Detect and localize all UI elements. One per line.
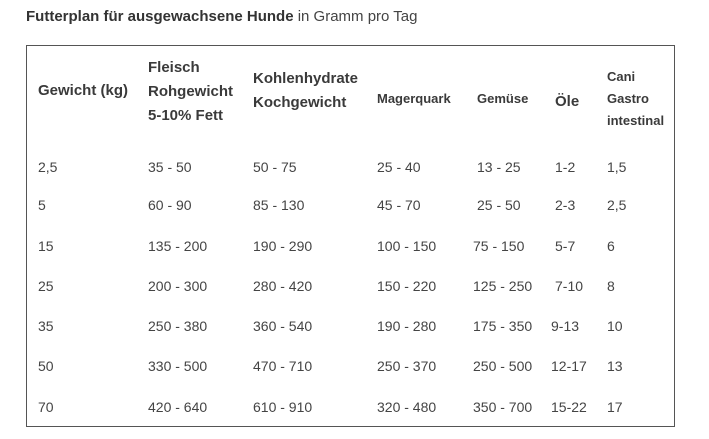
header-carbs xyxy=(253,67,358,115)
cell-oil: 15-22 xyxy=(551,399,587,415)
cell-veg: 175 - 350 xyxy=(473,318,533,334)
cell-cani: 17 xyxy=(607,399,623,415)
feeding-table xyxy=(26,45,675,427)
caption-unit: in Gramm pro Tag xyxy=(293,8,418,25)
header-meat-line3: 5-10% Fett xyxy=(148,107,224,124)
header-cani-line1: Cani xyxy=(607,69,636,84)
cell-carbs: 50 - 75 xyxy=(253,159,297,175)
cell-cani: 8 xyxy=(607,278,615,294)
table-caption xyxy=(26,8,417,25)
cell-cani: 13 xyxy=(607,358,623,374)
cell-weight: 5 xyxy=(38,197,46,213)
cell-veg: 75 - 150 xyxy=(473,238,525,254)
cell-carbs: 610 - 910 xyxy=(253,399,313,415)
cell-meat: 200 - 300 xyxy=(148,278,208,294)
cell-meat: 60 - 90 xyxy=(148,197,192,213)
header-carbs-line1: Kohlenhydrate xyxy=(253,70,359,87)
header-veg: Gemüse xyxy=(477,91,529,106)
cell-veg: 350 - 700 xyxy=(473,399,533,415)
cell-carbs: 470 - 710 xyxy=(253,358,313,374)
cell-carbs: 85 - 130 xyxy=(253,197,305,213)
header-oil: Öle xyxy=(555,93,580,110)
cell-oil: 1-2 xyxy=(555,159,576,175)
cell-oil: 9-13 xyxy=(551,318,580,334)
cell-cani: 6 xyxy=(607,238,615,254)
cell-meat: 420 - 640 xyxy=(148,399,208,415)
cell-weight: 70 xyxy=(38,399,54,415)
cell-oil: 12-17 xyxy=(551,358,587,374)
cell-weight: 25 xyxy=(38,278,54,294)
cell-cani: 10 xyxy=(607,318,623,334)
header-cani-line3: intestinal xyxy=(607,113,665,128)
cell-carbs: 360 - 540 xyxy=(253,318,313,334)
cell-veg: 250 - 500 xyxy=(473,358,533,374)
cell-cani: 1,5 xyxy=(607,159,627,175)
cell-oil: 2-3 xyxy=(555,197,576,213)
header-quark: Magerquark xyxy=(377,91,451,106)
cell-meat: 135 - 200 xyxy=(148,238,208,254)
cell-veg: 13 - 25 xyxy=(477,159,521,175)
cell-quark: 150 - 220 xyxy=(377,278,437,294)
cell-veg: 125 - 250 xyxy=(473,278,533,294)
header-cani-line2: Gastro xyxy=(607,91,649,106)
cell-quark: 320 - 480 xyxy=(377,399,437,415)
cell-cani: 2,5 xyxy=(607,197,627,213)
cell-oil: 7-10 xyxy=(555,278,584,294)
header-weight: Gewicht (kg) xyxy=(38,82,129,99)
cell-oil: 5-7 xyxy=(555,238,576,254)
cell-carbs: 280 - 420 xyxy=(253,278,313,294)
cell-meat: 35 - 50 xyxy=(148,159,192,175)
header-meat xyxy=(148,56,233,128)
cell-quark: 25 - 40 xyxy=(377,159,421,175)
cell-weight: 50 xyxy=(38,358,54,374)
cell-quark: 250 - 370 xyxy=(377,358,437,374)
cell-quark: 190 - 280 xyxy=(377,318,437,334)
cell-carbs: 190 - 290 xyxy=(253,238,313,254)
header-meat-line2: Rohgewicht xyxy=(148,83,233,100)
cell-meat: 330 - 500 xyxy=(148,358,208,374)
cell-meat: 250 - 380 xyxy=(148,318,208,334)
cell-quark: 45 - 70 xyxy=(377,197,421,213)
cell-quark: 100 - 150 xyxy=(377,238,437,254)
cell-veg: 25 - 50 xyxy=(477,197,521,213)
cell-weight: 15 xyxy=(38,238,54,254)
header-meat-line1: Fleisch xyxy=(148,59,200,76)
cell-weight: 35 xyxy=(38,318,54,334)
header-carbs-line2: Kochgewicht xyxy=(253,94,347,111)
cell-weight: 2,5 xyxy=(38,159,58,175)
header-cani xyxy=(607,66,664,132)
caption-title: Futterplan für ausgewachsene Hunde xyxy=(26,8,294,25)
